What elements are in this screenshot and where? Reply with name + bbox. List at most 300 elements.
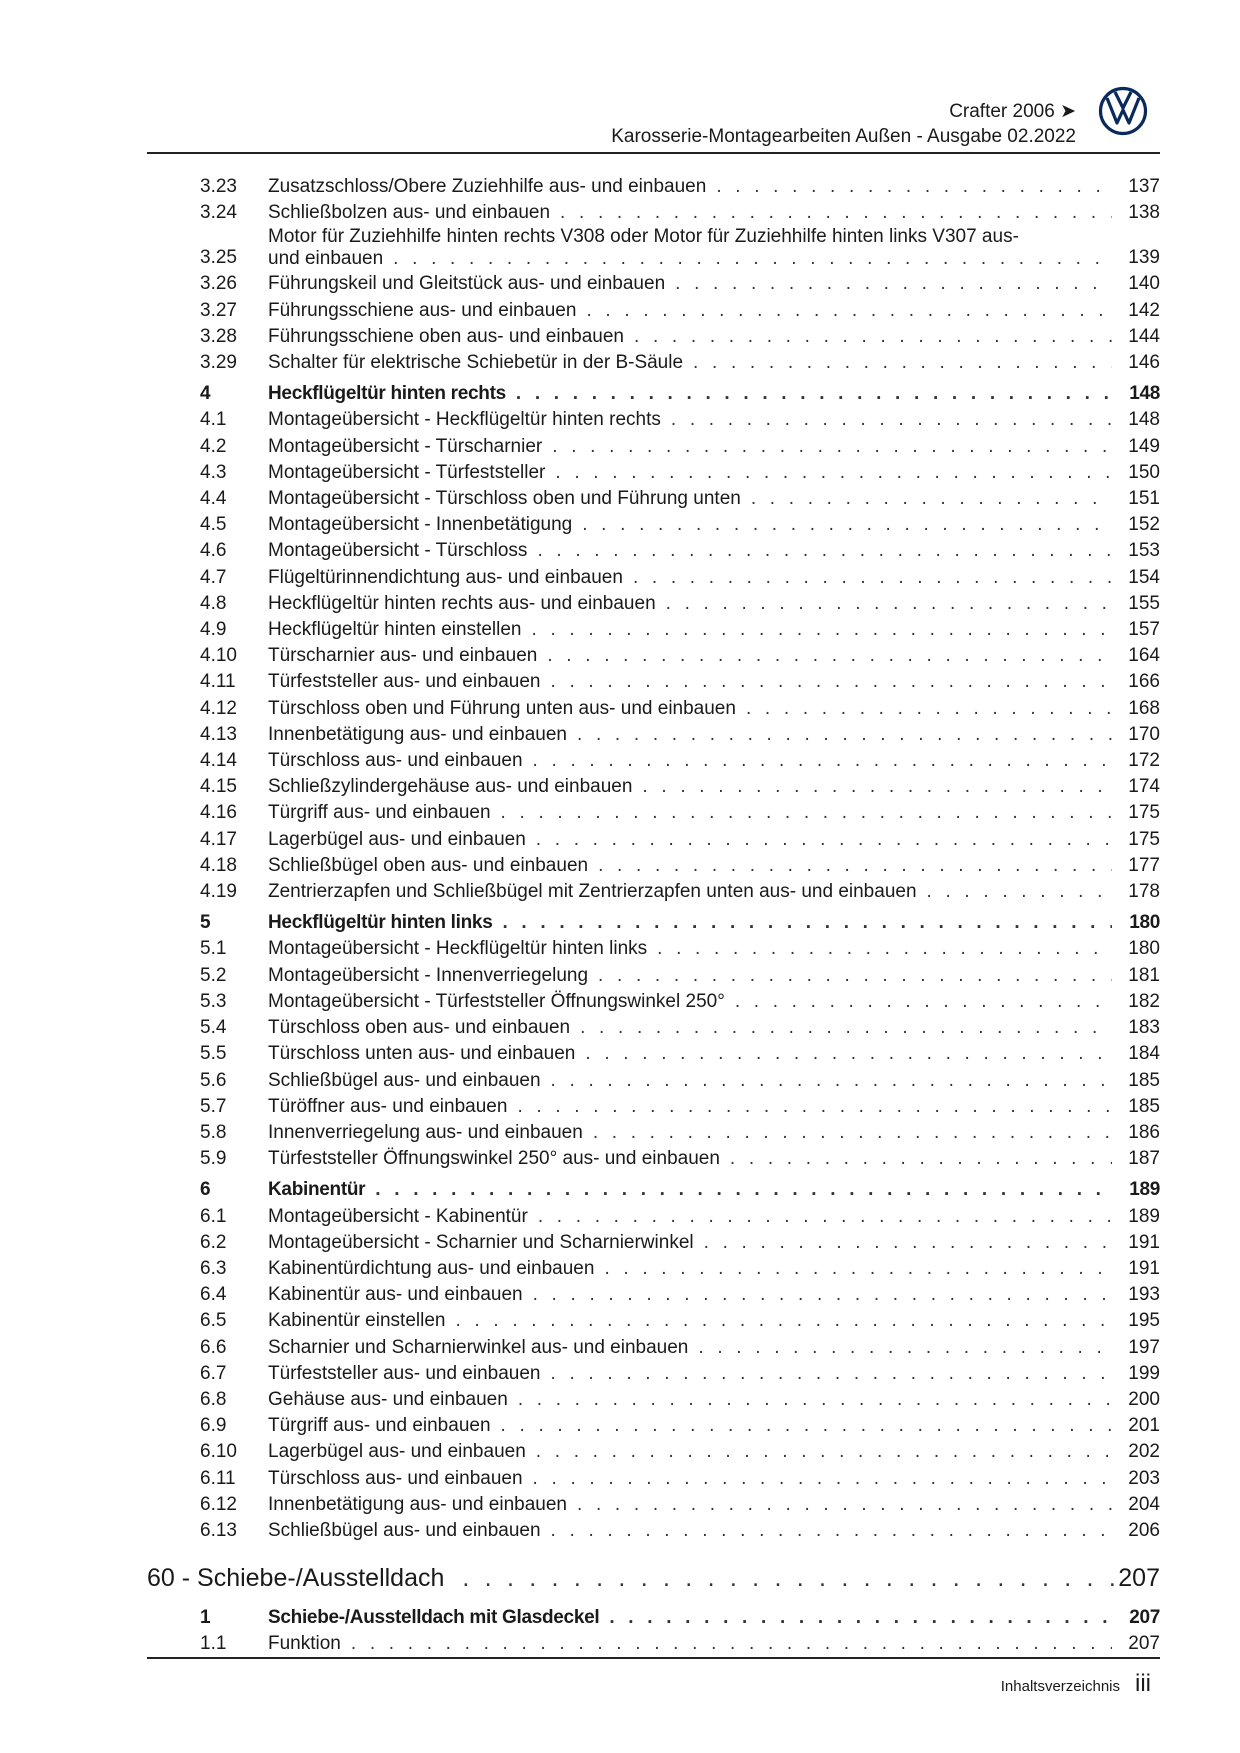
entry-page: 193 (1128, 1284, 1160, 1306)
entry-title: Montageübersicht - Heckflügeltür hinten rechts (268, 409, 661, 431)
entry-number: 5 (200, 912, 211, 934)
toc-entry[interactable] (200, 643, 1160, 669)
entry-number: 6.9 (200, 1415, 227, 1437)
entry-title-cell (268, 989, 1112, 1015)
entry-page: 178 (1128, 881, 1160, 903)
entry-number: 4.5 (200, 514, 227, 536)
dot-leader (927, 879, 1112, 905)
entry-number: 6.6 (200, 1336, 227, 1358)
entry-page: 186 (1128, 1121, 1160, 1143)
entry-title: Türschloss aus- und einbauen (268, 750, 523, 772)
entry-title-cell (268, 800, 1112, 826)
entry-title: Zentrierzapfen und Schließbügel mit Zentrierzapfen unten aus- und einbauen (268, 881, 917, 903)
entry-title: Schiebe-/Ausstelldach mit Glasdeckel (268, 1607, 600, 1628)
toc-entry[interactable] (200, 1256, 1160, 1282)
entry-number: 4.3 (200, 461, 227, 483)
entry-title: Montageübersicht - Türfeststeller (268, 461, 546, 483)
toc-section[interactable] (200, 381, 1160, 407)
toc-entry[interactable] (200, 1094, 1160, 1120)
dot-leader (533, 748, 1112, 774)
header-rule (147, 152, 1160, 154)
dot-leader (536, 827, 1112, 853)
entry-number: 6.2 (200, 1231, 227, 1253)
entry-title-cell (268, 1361, 1112, 1387)
entry-number: 4.4 (200, 488, 227, 510)
toc-entry[interactable] (200, 1068, 1160, 1094)
entry-page: 183 (1128, 1017, 1160, 1039)
entry-page: 202 (1128, 1441, 1160, 1463)
entry-number: 6.12 (200, 1493, 237, 1515)
entry-title-cell (268, 407, 1112, 433)
entry-page: 137 (1128, 176, 1160, 197)
entry-title-cell (268, 910, 1112, 936)
entry-page: 180 (1128, 938, 1160, 960)
toc-chapter-60[interactable] (147, 1563, 1160, 1593)
entry-title (268, 226, 1112, 271)
entry-title-cell (268, 853, 1112, 879)
dot-leader (671, 407, 1112, 433)
entry-title-cell (268, 434, 1112, 460)
entry-title-cell (268, 1068, 1112, 1094)
entry-title-cell (268, 350, 1112, 376)
entry-number: 4.7 (200, 566, 227, 588)
toc-entry[interactable] (200, 989, 1160, 1015)
dot-leader (533, 1466, 1112, 1492)
entry-page: 157 (1128, 619, 1160, 641)
toc-entry[interactable] (200, 1466, 1160, 1492)
dot-leader (633, 565, 1112, 591)
entry-title-cell (268, 1177, 1112, 1203)
entry-title: Kabinentür (268, 1179, 366, 1201)
entry-page: 199 (1128, 1362, 1160, 1384)
entry-title-cell (268, 486, 1112, 512)
dot-leader (598, 853, 1112, 879)
toc-entry[interactable] (200, 617, 1160, 643)
entry-title: Schließbügel oben aus- und einbauen (268, 854, 589, 876)
entry-title-cell (268, 1230, 1112, 1256)
entry-title: Türschloss aus- und einbauen (268, 1467, 523, 1489)
dot-leader (577, 722, 1112, 748)
toc-section[interactable] (200, 1177, 1160, 1203)
entry-title: Schließzylindergehäuse aus- und einbauen (268, 776, 633, 798)
entry-number: 6.8 (200, 1388, 227, 1410)
toc-entry[interactable] (200, 963, 1160, 989)
dot-leader (657, 936, 1112, 962)
entry-number: 5.9 (200, 1148, 227, 1170)
entry-page: 144 (1128, 325, 1160, 347)
dot-leader (555, 460, 1112, 486)
dot-leader (716, 174, 1112, 200)
entry-page: 172 (1128, 750, 1160, 772)
toc-entry[interactable] (200, 1413, 1160, 1439)
entry-title-cell (268, 879, 1112, 905)
dot-leader (502, 910, 1112, 936)
dot-leader (536, 1439, 1112, 1465)
toc-entry[interactable] (200, 350, 1160, 376)
entry-title-cell (268, 381, 1112, 407)
toc-entry[interactable] (200, 200, 1160, 226)
entry-number: 4.18 (200, 854, 237, 876)
entry-page: 206 (1128, 1519, 1160, 1541)
entry-number: 4.9 (200, 619, 227, 641)
dot-leader (455, 1308, 1112, 1334)
entry-title-cell (268, 298, 1112, 324)
dot-leader (551, 1068, 1112, 1094)
toc-entry[interactable] (200, 827, 1160, 853)
entry-title-cell (268, 271, 1112, 297)
entry-title: Führungsschiene aus- und einbauen (268, 299, 577, 321)
dot-leader (538, 1204, 1112, 1230)
dot-leader (746, 696, 1112, 722)
entry-title-cell (268, 1466, 1112, 1492)
entry-title: Türschloss oben und Führung unten aus- und einbauen (268, 697, 736, 719)
toc-entry[interactable] (200, 1204, 1160, 1230)
dot-leader (462, 1563, 1114, 1593)
entry-page: 151 (1128, 488, 1160, 510)
entry-number: 4.1 (200, 409, 227, 431)
dot-leader (518, 1387, 1112, 1413)
entry-number: 4.14 (200, 750, 237, 772)
entry-page: 149 (1128, 435, 1160, 457)
entry-title-cell (268, 1015, 1112, 1041)
entry-title: Kabinentür aus- und einbauen (268, 1284, 523, 1306)
toc-entry[interactable] (200, 1518, 1160, 1544)
entry-title: Schließbügel aus- und einbauen (268, 1069, 541, 1091)
toc-entry[interactable] (200, 460, 1160, 486)
entry-page: 150 (1128, 461, 1160, 483)
dot-leader (675, 271, 1112, 297)
entry-page: 207 (1128, 1633, 1160, 1655)
toc-entry[interactable] (200, 879, 1160, 905)
entry-number: 6.3 (200, 1257, 227, 1279)
entry-title: Montageübersicht - Innenbetätigung (268, 514, 573, 536)
entry-number: 4 (200, 383, 211, 405)
entry-title: Gehäuse aus- und einbauen (268, 1388, 508, 1410)
toc-entry[interactable] (200, 1041, 1160, 1067)
entry-number: 3.24 (200, 202, 237, 224)
toc-list (200, 174, 1160, 1544)
toc-entry[interactable] (200, 1230, 1160, 1256)
entry-title-cell (268, 1041, 1112, 1067)
entry-number: 5.1 (200, 938, 227, 960)
toc-entry[interactable] (200, 1308, 1160, 1334)
toc-entry[interactable] (200, 1146, 1160, 1172)
entry-number: 3.23 (200, 176, 237, 197)
toc-entry[interactable] (200, 669, 1160, 695)
entry-title-cell (268, 643, 1112, 669)
dot-leader (604, 1256, 1112, 1282)
entry-title: Heckflügeltür hinten rechts (268, 383, 506, 405)
entry-page: 191 (1128, 1231, 1160, 1253)
dot-leader (580, 1015, 1112, 1041)
entry-title-cell (268, 936, 1112, 962)
toc-entry[interactable] (200, 936, 1160, 962)
entry-title: Kabinentürdichtung aus- und einbauen (268, 1257, 595, 1279)
entry-title-cell (268, 722, 1112, 748)
entry-number: 4.11 (200, 671, 236, 693)
dot-leader (551, 669, 1113, 695)
dot-leader (577, 1492, 1112, 1518)
dot-leader (666, 591, 1112, 617)
toc-entry[interactable] (200, 1439, 1160, 1465)
toc-entry[interactable] (200, 1361, 1160, 1387)
entry-title-cell (268, 226, 1112, 271)
entry-title-cell (268, 748, 1112, 774)
dot-leader (537, 538, 1112, 564)
toc-entry[interactable] (200, 748, 1160, 774)
entry-title: Montageübersicht - Innenverriegelung (268, 964, 589, 986)
entry-page: 197 (1128, 1336, 1160, 1358)
entry-page: 207 (1129, 1607, 1160, 1628)
chapter-title: 60 - Schiebe-/Ausstelldach (147, 1564, 445, 1592)
entry-title-cell (268, 1605, 1112, 1631)
dot-leader (634, 324, 1112, 350)
entry-page: 168 (1128, 697, 1160, 719)
toc-entry[interactable] (200, 271, 1160, 297)
entry-title-cell (268, 1335, 1112, 1361)
entry-title-cell (268, 1120, 1112, 1146)
entry-title: Flügeltürinnendichtung aus- und einbauen (268, 566, 623, 588)
entry-title: Schalter für elektrische Schiebetür in der B-Säule (268, 352, 684, 374)
entry-title: Innenbetätigung aus- und einbauen (268, 1493, 567, 1515)
toc-entry[interactable] (200, 486, 1160, 512)
toc-entry[interactable] (200, 1631, 1160, 1657)
dot-leader (585, 1041, 1112, 1067)
entry-page: 200 (1128, 1388, 1160, 1410)
entry-title: Heckflügeltür hinten rechts aus- und einbauen (268, 592, 656, 614)
entry-title-line2: und einbauen (268, 247, 384, 269)
header-title: Crafter 2006 ➤ (949, 101, 1076, 122)
entry-title: Türfeststeller aus- und einbauen (268, 1362, 541, 1384)
entry-title-cell (268, 591, 1112, 617)
entry-title-cell (268, 1256, 1112, 1282)
entry-number: 4.12 (200, 697, 237, 719)
toc-entry[interactable] (200, 512, 1160, 538)
entry-number: 5.7 (200, 1095, 227, 1117)
entry-title: Türscharnier aus- und einbauen (268, 645, 538, 667)
entry-page: 152 (1128, 514, 1160, 536)
toc-entry[interactable] (200, 407, 1160, 433)
entry-page: 142 (1128, 299, 1160, 321)
entry-number: 4.2 (200, 435, 227, 457)
dot-leader (698, 1335, 1112, 1361)
entry-title: Scharnier und Scharnierwinkel aus- und einbauen (268, 1336, 689, 1358)
entry-page: 187 (1128, 1148, 1160, 1170)
toc-entry[interactable] (200, 800, 1160, 826)
entry-number: 6.11 (200, 1467, 236, 1489)
entry-page: 164 (1128, 645, 1160, 667)
toc-entry[interactable] (200, 538, 1160, 564)
entry-title-cell (268, 460, 1112, 486)
entry-title: Montageübersicht - Türschloss oben und Führung unten (268, 488, 741, 510)
dot-leader (642, 774, 1112, 800)
toc-entry[interactable] (200, 1335, 1160, 1361)
dot-leader (516, 381, 1112, 407)
entry-title: Montageübersicht - Türschloss (268, 540, 528, 562)
toc-entry[interactable] (200, 696, 1160, 722)
toc-section[interactable] (200, 1605, 1160, 1631)
entry-title-cell (268, 827, 1112, 853)
entry-number: 4.19 (200, 881, 237, 903)
entry-number: 6.1 (200, 1205, 227, 1227)
entry-title-cell (268, 1492, 1112, 1518)
toc-entry[interactable] (200, 565, 1160, 591)
toc-entry[interactable] (200, 1015, 1160, 1041)
entry-title: Lagerbügel aus- und einbauen (268, 828, 526, 850)
entry-number: 6 (200, 1179, 211, 1201)
entry-number: 4.10 (200, 645, 237, 667)
entry-title-cell (268, 1387, 1112, 1413)
dot-leader (598, 963, 1112, 989)
toc-entry[interactable] (200, 1282, 1160, 1308)
entry-title: Innenbetätigung aus- und einbauen (268, 723, 567, 745)
entry-page: 175 (1128, 802, 1160, 824)
entry-title: Türschloss oben aus- und einbauen (268, 1017, 571, 1039)
dot-leader (501, 800, 1112, 826)
entry-title-cell (268, 324, 1112, 350)
entry-title-cell (268, 512, 1112, 538)
entry-title-cell (268, 963, 1112, 989)
entry-number: 5.2 (200, 964, 227, 986)
entry-title: Zusatzschloss/Obere Zuziehhilfe aus- und einbauen (268, 176, 707, 197)
entry-title-cell (268, 696, 1112, 722)
toc-entry[interactable] (200, 591, 1160, 617)
entry-title: Heckflügeltür hinten links (268, 912, 493, 934)
entry-title: Türfeststeller aus- und einbauen (268, 671, 541, 693)
dot-leader (751, 486, 1112, 512)
entry-title-cell (268, 1094, 1112, 1120)
toc-entry[interactable] (200, 434, 1160, 460)
toc-entry[interactable] (200, 298, 1160, 324)
chapter-page: 207 (1118, 1564, 1160, 1592)
entry-number: 5.6 (200, 1069, 227, 1091)
entry-page: 148 (1129, 383, 1160, 405)
entry-page: 170 (1128, 723, 1160, 745)
entry-title: Montageübersicht - Türscharnier (268, 435, 543, 457)
entry-number: 5.4 (200, 1017, 227, 1039)
entry-page: 184 (1128, 1043, 1160, 1065)
dot-leader (582, 512, 1112, 538)
entry-title: Heckflügeltür hinten einstellen (268, 619, 522, 641)
entry-page: 154 (1128, 566, 1160, 588)
entry-page: 175 (1128, 828, 1160, 850)
entry-title: Lagerbügel aus- und einbauen (268, 1441, 526, 1463)
dot-leader (501, 1413, 1112, 1439)
dot-leader (735, 989, 1112, 1015)
entry-title: Türöffner aus- und einbauen (268, 1095, 508, 1117)
entry-page: 180 (1129, 912, 1160, 934)
entry-number: 1 (200, 1607, 211, 1628)
toc-entry[interactable] (200, 722, 1160, 748)
entry-number: 6.5 (200, 1310, 227, 1332)
entry-page: 182 (1128, 990, 1160, 1012)
toc-entry[interactable] (200, 324, 1160, 350)
entry-page: 185 (1128, 1095, 1160, 1117)
entry-page: 195 (1128, 1310, 1160, 1332)
toc-entry[interactable] (200, 226, 1160, 271)
entry-number: 4.13 (200, 723, 237, 745)
entry-page: 204 (1128, 1493, 1160, 1515)
toc-entry[interactable] (200, 1492, 1160, 1518)
entry-page: 189 (1129, 1179, 1160, 1201)
entry-number: 1.1 (200, 1633, 227, 1655)
entry-title: Führungskeil und Gleitstück aus- und einbauen (268, 273, 666, 295)
entry-title-cell (268, 617, 1112, 643)
toc-entry[interactable] (200, 1387, 1160, 1413)
entry-number: 3.25 (200, 247, 237, 269)
entry-title: Türfeststeller Öffnungswinkel 250° aus- und einbauen (268, 1148, 720, 1170)
dot-leader (517, 1094, 1112, 1120)
footer-page-number: iii (1135, 1670, 1151, 1697)
entry-number: 6.13 (200, 1519, 237, 1541)
entry-title-cell (268, 1631, 1112, 1657)
entry-title-cell (268, 669, 1112, 695)
entry-title: Montageübersicht - Kabinentür (268, 1205, 528, 1227)
entry-page: 155 (1128, 592, 1160, 614)
entry-number: 4.15 (200, 776, 237, 798)
entry-page: 185 (1128, 1069, 1160, 1091)
entry-title-cell (268, 174, 1112, 200)
entry-page: 138 (1128, 202, 1160, 224)
entry-number: 5.3 (200, 990, 227, 1012)
entry-page: 146 (1128, 352, 1160, 374)
entry-number: 5.8 (200, 1121, 227, 1143)
dot-leader (393, 248, 1112, 270)
entry-title: Innenverriegelung aus- und einbauen (268, 1121, 583, 1143)
toc-section[interactable] (200, 910, 1160, 936)
entry-title: Funktion (268, 1633, 341, 1655)
entry-title-cell (268, 1413, 1112, 1439)
entry-number: 4.6 (200, 540, 227, 562)
entry-title-cell (268, 200, 1112, 226)
dot-leader (532, 617, 1113, 643)
entry-title-cell (268, 1282, 1112, 1308)
entry-page: 203 (1128, 1467, 1160, 1489)
footer-rule (147, 1657, 1160, 1659)
toc-entry[interactable] (200, 853, 1160, 879)
entry-page: 189 (1128, 1205, 1160, 1227)
entry-number: 6.4 (200, 1284, 227, 1306)
entry-title: Montageübersicht - Türfeststeller Öffnungswinkel 250° (268, 990, 725, 1012)
entry-title: Türgriff aus- und einbauen (268, 1415, 491, 1437)
dot-leader (351, 1631, 1112, 1657)
entry-title-cell (268, 538, 1112, 564)
toc-entry[interactable] (200, 774, 1160, 800)
entry-title-cell (268, 1308, 1112, 1334)
entry-number: 6.7 (200, 1362, 227, 1384)
entry-title-cell (268, 774, 1112, 800)
entry-title-cell (268, 1204, 1112, 1230)
dot-leader (560, 200, 1112, 226)
entry-title: Führungsschiene oben aus- und einbauen (268, 325, 624, 347)
entry-title-cell (268, 1518, 1112, 1544)
entry-title: Montageübersicht - Heckflügeltür hinten links (268, 938, 648, 960)
dot-leader (593, 1120, 1112, 1146)
entry-title-cell (268, 1439, 1112, 1465)
entry-page: 177 (1128, 854, 1160, 876)
entry-number: 4.8 (200, 592, 227, 614)
toc-entry[interactable] (200, 1120, 1160, 1146)
toc-entry[interactable] (200, 174, 1160, 200)
footer-section: Inhaltsverzeichnis (1000, 1678, 1120, 1695)
entry-title: Schließbügel aus- und einbauen (268, 1519, 541, 1541)
dot-leader (533, 1282, 1112, 1308)
entry-title-line1: Motor für Zuziehhilfe hinten rechts V308 oder Motor für Zuziehhilfe hinten links V307 aus- (268, 226, 1019, 248)
entry-title-cell (268, 565, 1112, 591)
entry-page: 174 (1128, 776, 1160, 798)
vw-logo (1098, 86, 1148, 136)
entry-number: 6.10 (200, 1441, 237, 1463)
